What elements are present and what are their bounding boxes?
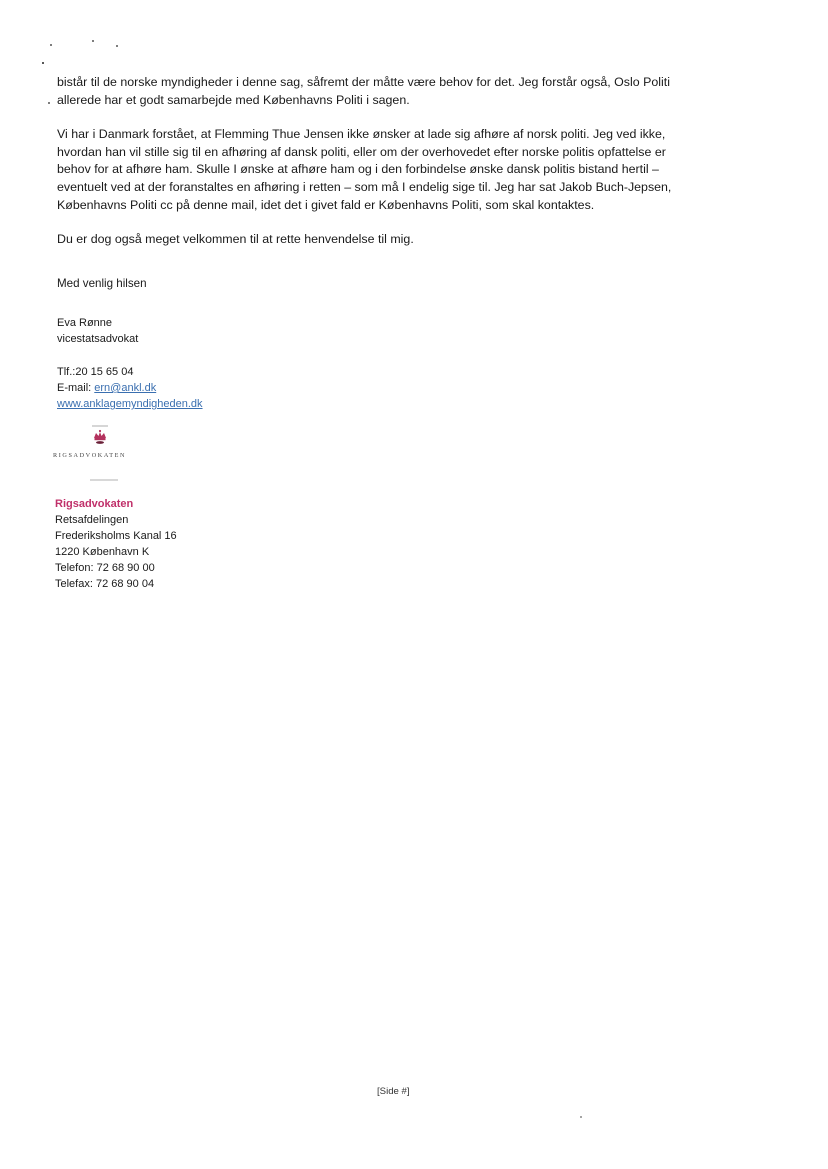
letter-body [57, 74, 757, 249]
scan-speck [42, 62, 44, 64]
paragraph-3 [57, 231, 757, 249]
text-line: Københavns Politi cc på denne mail, idet det i givet fald er Københavns Politi, som skal kontaktes. [57, 197, 595, 212]
crown-icon [94, 430, 106, 444]
text-line: allerede har et godt samarbejde med Københavns Politi i sagen. [57, 92, 410, 107]
organization-block [55, 496, 177, 592]
email-label: E-mail: [57, 382, 95, 394]
paragraph-2 [57, 126, 757, 214]
telephone: Telefon: 72 68 90 00 [55, 562, 155, 574]
rigsadvokaten-logo [52, 424, 156, 484]
logo-graphic [52, 424, 156, 484]
postal-city: 1220 København K [55, 546, 150, 558]
website-link[interactable]: www.anklagemyndigheden.dk [57, 398, 203, 410]
contact-block [57, 364, 203, 412]
signatory-name: Eva Rønne [57, 317, 113, 329]
logo-wordmark: RIGSADVOKATEN [53, 452, 127, 459]
text-line: Vi har i Danmark forstået, at Flemming Thue Jensen ikke ønsker at lade sig afhøre af norsk politi. Jeg ved ikke, [57, 127, 666, 142]
phone-number: Tlf.:20 15 65 04 [57, 366, 134, 378]
telefax: Telefax: 72 68 90 04 [55, 578, 155, 590]
scan-speck [580, 1116, 582, 1118]
text-line: Du er dog også meget velkommen til at rette henvendelse til mig. [57, 232, 414, 247]
scan-speck [50, 44, 52, 46]
text-line: eventuelt ved at der foranstaltes en afhøring i retten – som må I endelig sige til. Jeg har sat Jakob Buch-Jepsen, [57, 179, 672, 194]
email-line [57, 380, 203, 396]
text-line: bistår til de norske myndigheder i denne sag, såfremt der måtte være behov for det. Jeg forstår også, Oslo Politi [57, 75, 670, 89]
text-line: hvordan han vil stille sig til en afhøring af dansk politi, eller om der overhovedet efter norske politis opfattelse er [57, 144, 666, 159]
signatory-title: vicestatsadvokat [57, 333, 139, 345]
email-link[interactable]: ern@ankl.dk [94, 382, 157, 394]
organization-name: Rigsadvokaten [55, 498, 134, 510]
department: Retsafdelingen [55, 514, 129, 526]
paragraph-1 [57, 74, 757, 109]
scan-speck [48, 102, 50, 104]
scan-speck [116, 45, 118, 47]
closing-salutation: Med venlig hilsen [57, 277, 147, 290]
street-address: Frederiksholms Kanal 16 [55, 530, 177, 542]
signature-block [57, 315, 138, 347]
text-line: behov for at afhøre ham. Skulle I ønske at afhøre ham og i den forbindelse ønske dansk politis bistand hertil – [57, 162, 659, 177]
scan-speck [92, 40, 94, 42]
page-number-footer: [Side #] [377, 1086, 410, 1097]
